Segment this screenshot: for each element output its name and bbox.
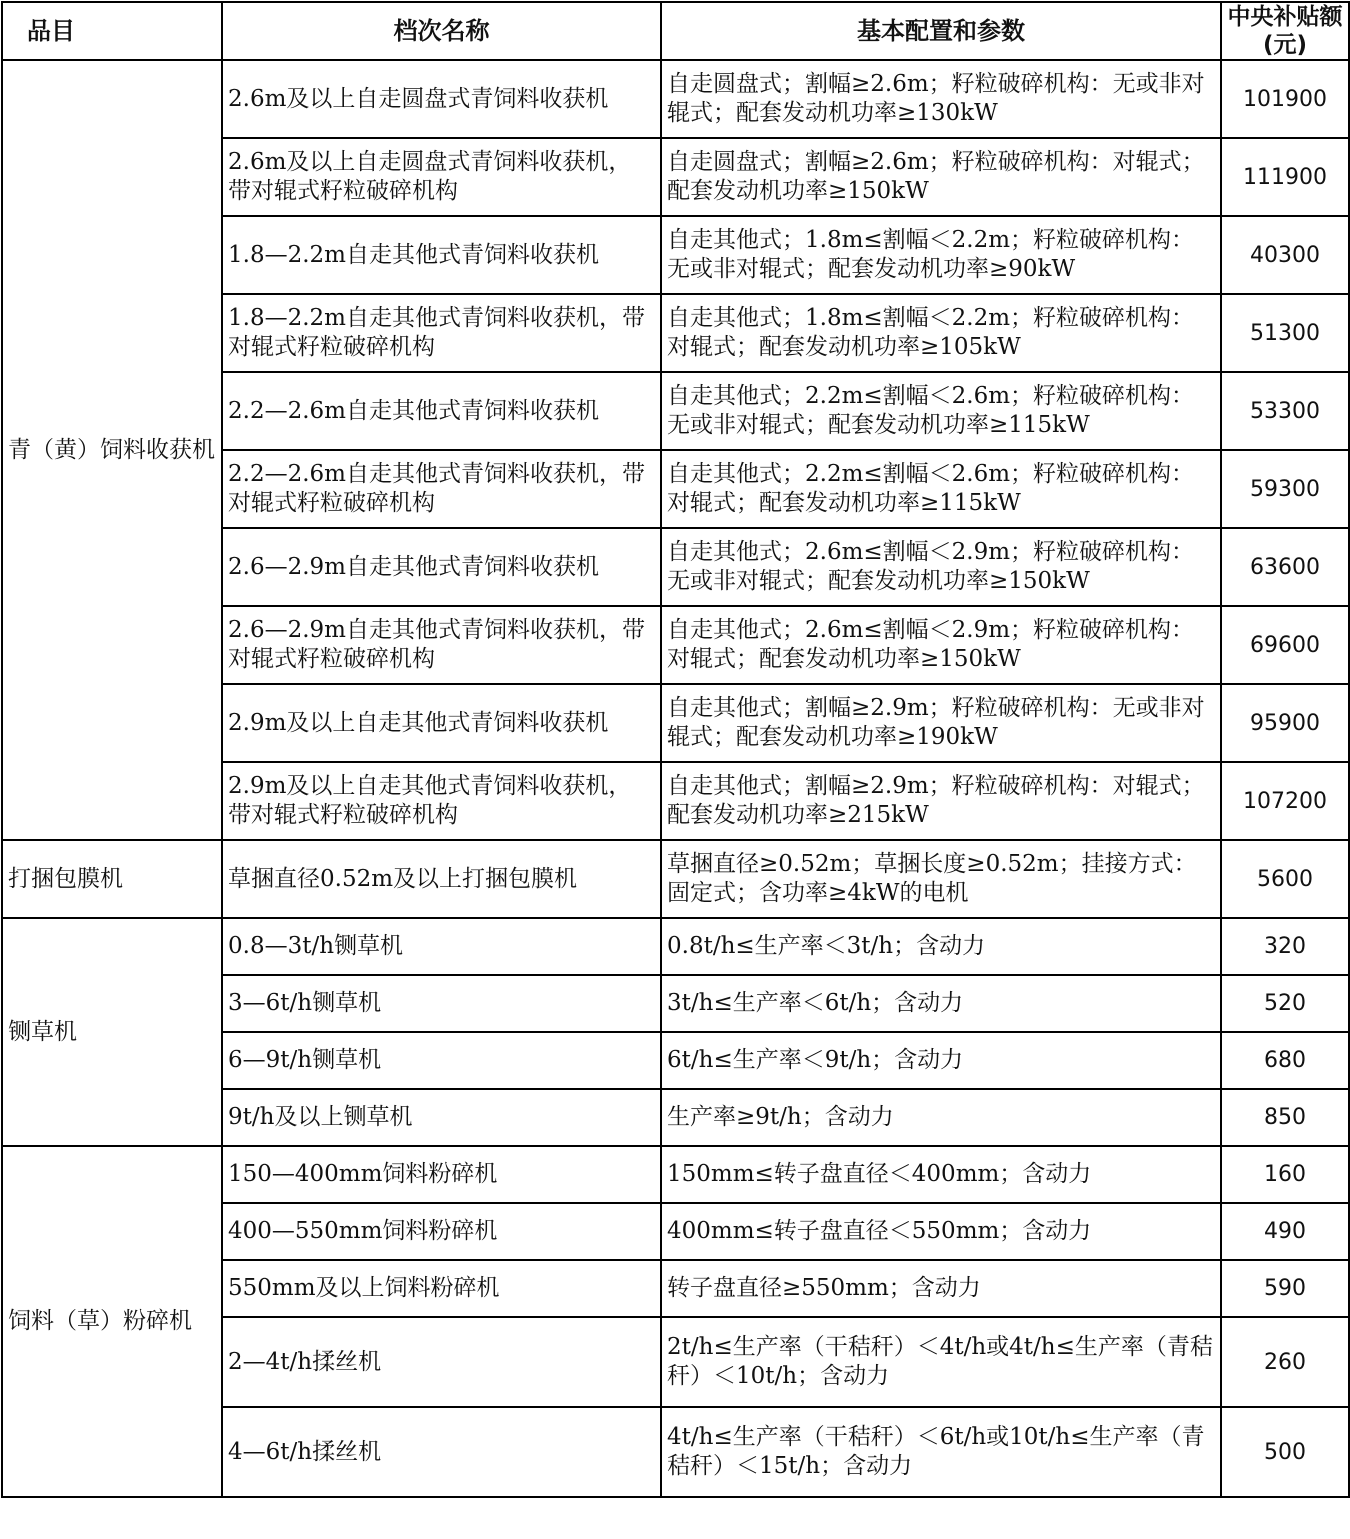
subsidy-amount-cell: 63600 [1221,528,1349,606]
tier-name-cell: 1.8—2.2m自走其他式青饲料收获机，带对辊式籽粒破碎机构 [222,294,661,372]
config-cell: 自走圆盘式；割幅≥2.6m；籽粒破碎机构：无或非对辊式；配套发动机功率≥130kW [661,60,1221,138]
subsidy-amount-cell: 260 [1221,1317,1349,1407]
tier-name-cell: 2.2—2.6m自走其他式青饲料收获机 [222,372,661,450]
subsidy-amount-cell: 53300 [1221,372,1349,450]
tier-name-cell: 3—6t/h铡草机 [222,975,661,1032]
subsidy-amount-cell: 490 [1221,1203,1349,1260]
tier-name-cell: 2.9m及以上自走其他式青饲料收获机，带对辊式籽粒破碎机构 [222,762,661,840]
config-cell: 自走其他式；2.6m≤割幅＜2.9m；籽粒破碎机构：无或非对辊式；配套发动机功率≥150kW [661,528,1221,606]
tier-name-cell: 2—4t/h揉丝机 [222,1317,661,1407]
category-cell: 饲料（草）粉碎机 [2,1146,222,1497]
table-row [2,60,1349,138]
config-cell: 自走其他式；1.8m≤割幅＜2.2m；籽粒破碎机构：无或非对辊式；配套发动机功率≥90kW [661,216,1221,294]
subsidy-amount-cell: 520 [1221,975,1349,1032]
subsidy-amount-cell: 500 [1221,1407,1349,1497]
header-subsidy: 中央补贴额(元) [1221,2,1349,60]
config-cell: 草捆直径≥0.52m；草捆长度≥0.52m；挂接方式：固定式；含功率≥4kW的电机 [661,840,1221,918]
config-cell: 自走其他式；1.8m≤割幅＜2.2m；籽粒破碎机构：对辊式；配套发动机功率≥105kW [661,294,1221,372]
config-cell: 自走圆盘式；割幅≥2.6m；籽粒破碎机构：对辊式；配套发动机功率≥150kW [661,138,1221,216]
header-category: 品目 [2,2,222,60]
config-cell: 6t/h≤生产率＜9t/h；含动力 [661,1032,1221,1089]
tier-name-cell: 2.9m及以上自走其他式青饲料收获机 [222,684,661,762]
category-cell: 铡草机 [2,918,222,1146]
tier-name-cell: 400—550mm饲料粉碎机 [222,1203,661,1260]
subsidy-amount-cell: 107200 [1221,762,1349,840]
category-cell: 青（黄）饲料收获机 [2,60,222,840]
subsidy-amount-cell: 69600 [1221,606,1349,684]
header-tier-name: 档次名称 [222,2,661,60]
tier-name-cell: 150—400mm饲料粉碎机 [222,1146,661,1203]
config-cell: 3t/h≤生产率＜6t/h；含动力 [661,975,1221,1032]
tier-name-cell: 9t/h及以上铡草机 [222,1089,661,1146]
subsidy-amount-cell: 680 [1221,1032,1349,1089]
subsidy-amount-cell: 850 [1221,1089,1349,1146]
tier-name-cell: 2.6m及以上自走圆盘式青饲料收获机 [222,60,661,138]
config-cell: 400mm≤转子盘直径＜550mm；含动力 [661,1203,1221,1260]
subsidy-amount-cell: 59300 [1221,450,1349,528]
tier-name-cell: 2.6—2.9m自走其他式青饲料收获机 [222,528,661,606]
subsidy-amount-cell: 160 [1221,1146,1349,1203]
tier-name-cell: 1.8—2.2m自走其他式青饲料收获机 [222,216,661,294]
config-cell: 生产率≥9t/h；含动力 [661,1089,1221,1146]
config-cell: 4t/h≤生产率（干秸秆）＜6t/h或10t/h≤生产率（青秸秆）＜15t/h；含动力 [661,1407,1221,1497]
config-cell: 0.8t/h≤生产率＜3t/h；含动力 [661,918,1221,975]
tier-name-cell: 2.2—2.6m自走其他式青饲料收获机，带对辊式籽粒破碎机构 [222,450,661,528]
tier-name-cell: 0.8—3t/h铡草机 [222,918,661,975]
subsidy-amount-cell: 101900 [1221,60,1349,138]
subsidy-amount-cell: 111900 [1221,138,1349,216]
subsidy-amount-cell: 5600 [1221,840,1349,918]
config-cell: 自走其他式；2.2m≤割幅＜2.6m；籽粒破碎机构：对辊式；配套发动机功率≥115kW [661,450,1221,528]
header-row [2,2,1349,60]
tier-name-cell: 2.6—2.9m自走其他式青饲料收获机，带对辊式籽粒破碎机构 [222,606,661,684]
config-cell: 自走其他式；2.6m≤割幅＜2.9m；籽粒破碎机构：对辊式；配套发动机功率≥150kW [661,606,1221,684]
config-cell: 转子盘直径≥550mm；含动力 [661,1260,1221,1317]
table-row [2,1146,1349,1203]
tier-name-cell: 4—6t/h揉丝机 [222,1407,661,1497]
subsidy-table [1,1,1350,1498]
config-cell: 自走其他式；割幅≥2.9m；籽粒破碎机构：无或非对辊式；配套发动机功率≥190kW [661,684,1221,762]
tier-name-cell: 6—9t/h铡草机 [222,1032,661,1089]
subsidy-amount-cell: 320 [1221,918,1349,975]
table-row [2,840,1349,918]
subsidy-amount-cell: 51300 [1221,294,1349,372]
tier-name-cell: 2.6m及以上自走圆盘式青饲料收获机，带对辊式籽粒破碎机构 [222,138,661,216]
subsidy-amount-cell: 95900 [1221,684,1349,762]
config-cell: 自走其他式；割幅≥2.9m；籽粒破碎机构：对辊式；配套发动机功率≥215kW [661,762,1221,840]
config-cell: 150mm≤转子盘直径＜400mm；含动力 [661,1146,1221,1203]
header-config: 基本配置和参数 [661,2,1221,60]
tier-name-cell: 550mm及以上饲料粉碎机 [222,1260,661,1317]
config-cell: 自走其他式；2.2m≤割幅＜2.6m；籽粒破碎机构：无或非对辊式；配套发动机功率≥115kW [661,372,1221,450]
category-cell: 打捆包膜机 [2,840,222,918]
subsidy-amount-cell: 40300 [1221,216,1349,294]
subsidy-amount-cell: 590 [1221,1260,1349,1317]
tier-name-cell: 草捆直径0.52m及以上打捆包膜机 [222,840,661,918]
table-row [2,918,1349,975]
config-cell: 2t/h≤生产率（干秸秆）＜4t/h或4t/h≤生产率（青秸秆）＜10t/h；含动力 [661,1317,1221,1407]
